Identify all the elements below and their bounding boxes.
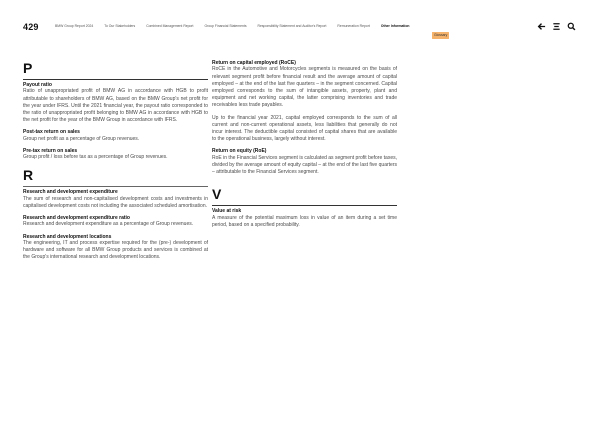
right-column bbox=[212, 60, 397, 234]
entry-title: Payout ratio bbox=[23, 82, 52, 88]
nav-item-responsibility-statement[interactable]: Responsibility Statement and Auditor's Report bbox=[257, 24, 327, 28]
menu-icon[interactable] bbox=[551, 21, 561, 31]
glossary-entry bbox=[23, 129, 208, 143]
nav-item-remuneration-report[interactable]: Remuneration Report bbox=[337, 24, 370, 28]
toolbar-icons bbox=[536, 21, 581, 31]
glossary-entry bbox=[212, 208, 397, 229]
entry-text: Up to the financial year 2021, capital employed corresponds to the sum of all current and non-current operational assets, less liabilities that generally do not incur interest. The deductible capital consisted of capital shares that are available to the operational business, largely without interest. bbox=[212, 114, 397, 143]
entry-title: Post-tax return on sales bbox=[23, 129, 80, 136]
entry-title: Research and development locations bbox=[23, 233, 112, 240]
entry-title: Pre-tax return on sales bbox=[23, 148, 78, 155]
entry-title: Return on equity (RoE) bbox=[212, 148, 267, 155]
entry-text: Ratio of unappropriated profit of BMW AG in accordance with HGB to profit attributable to shareholders of BMW AG, based on the BMW Group's net profit for the year under IFRS. Until the 2021 financial year, the payout ratio corresponded to the ratio of unappropriated profit belonging to BMW AG in accordance with HGB to the net profit for the year of the BMW Group in accordance with IFRS. bbox=[23, 88, 208, 124]
left-column bbox=[23, 60, 208, 267]
sub-nav-glossary[interactable]: Glossary bbox=[434, 32, 448, 37]
entry-text: RoE in the Financial Services segment is calculated as segment profit before taxes, divided by the average amount of equity capital – at the end of the last five quarters – attributable to the Financial Services segment. bbox=[212, 154, 397, 176]
section-letter-r: R bbox=[23, 166, 34, 183]
nav-item-other-information[interactable]: Other Information bbox=[380, 24, 410, 28]
nav-item-management-report[interactable]: Combined Management Report bbox=[146, 24, 194, 28]
entry-text: A measure of the potential maximum loss in value of an item during a set time period, based on a specified probability. bbox=[212, 214, 397, 229]
entry-title: Return on capital employed (RoCE) bbox=[212, 60, 296, 66]
glossary-entry bbox=[23, 189, 208, 210]
top-navigation-bar bbox=[0, 0, 600, 50]
glossary-entry bbox=[23, 234, 208, 262]
glossary-entry bbox=[212, 60, 397, 143]
glossary-entry bbox=[23, 82, 208, 124]
entry-text: The sum of research and non-capitalised development costs and investments in capitalised development costs not including the associated scheduled amortisation. bbox=[23, 195, 208, 209]
entry-title: Research and development expenditure ratio bbox=[23, 214, 130, 221]
entry-title: Value at risk bbox=[212, 208, 242, 215]
page-number: 429 bbox=[23, 22, 39, 32]
section-divider bbox=[23, 79, 208, 80]
nav-item-financial-statements[interactable]: Group Financial Statements bbox=[204, 24, 247, 28]
nav-item-report[interactable]: BMW Group Report 2024 bbox=[55, 24, 94, 28]
entry-text: Group net profit as a percentage of Group revenues. bbox=[23, 135, 140, 142]
nav-item-stakeholders[interactable]: To Our Stakeholders bbox=[104, 24, 136, 28]
search-icon[interactable] bbox=[566, 21, 576, 31]
section-letter-v: V bbox=[212, 186, 222, 203]
entry-text: Research and development expenditure as a percentage of Group revenues. bbox=[23, 221, 194, 228]
section-letter-p: P bbox=[23, 60, 33, 76]
back-arrow-icon[interactable] bbox=[536, 21, 546, 31]
section-divider bbox=[23, 186, 208, 188]
entry-text: RoCE in the Automotive and Motorcycles segments is measured on the basis of relevant segment profit before financial result and the average amount of capital employed – at the end of the last five quarters – in the segment concerned. Capital employed corresponds to the sum of intangible assets, property, plant and equipment and net working capital, the latter comprising inventories and trade receivables less trade payables. bbox=[212, 66, 397, 109]
glossary-entry bbox=[23, 148, 208, 162]
chapter-navigation bbox=[55, 24, 420, 29]
glossary-entry bbox=[23, 215, 208, 229]
glossary-entry bbox=[212, 148, 397, 176]
section-divider bbox=[212, 205, 397, 206]
entry-title: Research and development expenditure bbox=[23, 189, 118, 196]
entry-text: Group profit / loss before tax as a percentage of Group revenues. bbox=[23, 154, 168, 161]
entry-text: The engineering, IT and process expertise required for the (pre-) development of hardware and software for all BMW Group products and services is combined at the Group's international research and development locations. bbox=[23, 239, 208, 261]
